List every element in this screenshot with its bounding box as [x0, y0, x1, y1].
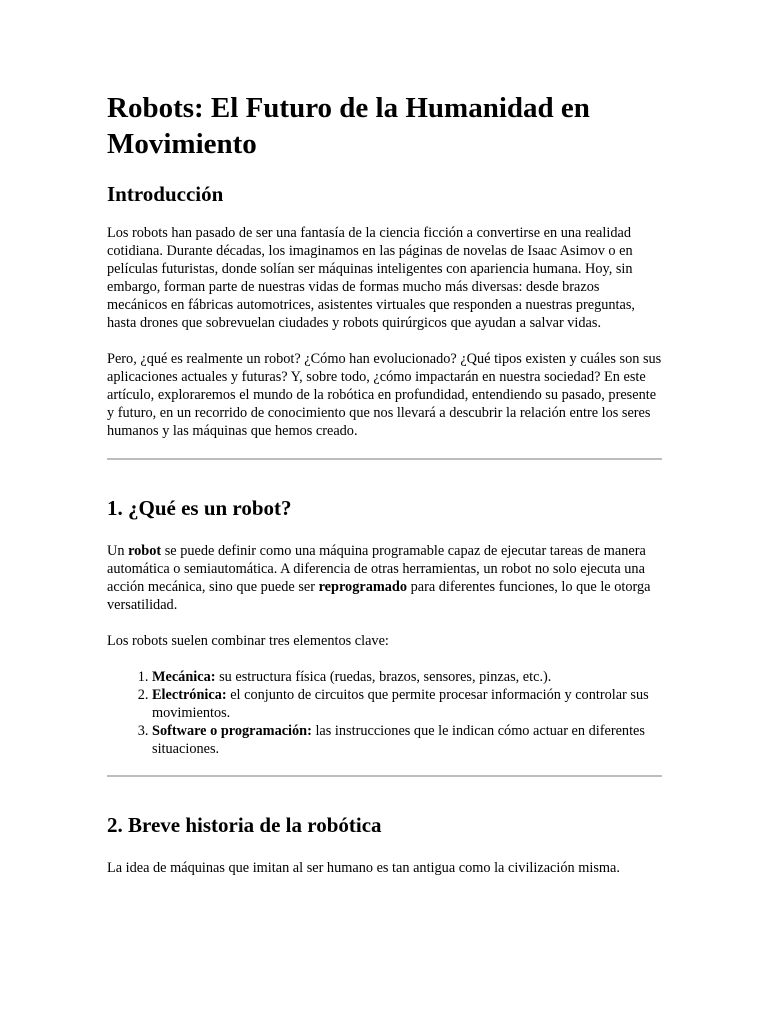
section-1-heading: 1. ¿Qué es un robot? — [107, 496, 292, 520]
list-item — [152, 686, 662, 722]
list-item-text: su estructura física (ruedas, brazos, sensores, pinzas, etc.). — [215, 669, 552, 685]
document-page — [107, 90, 662, 895]
section-2-paragraph-1: La idea de máquinas que imitan al ser humano es tan antigua como la civilización misma. — [107, 860, 620, 876]
text-span: se puede definir como una máquina programable capaz de ejecutar tareas de manera automática o semiautomática. A diferencia de otras herramientas, un robot no solo ejecuta una acción mecánica, sino que puede ser — [107, 543, 646, 595]
section-1-paragraph-2: Los robots suelen combinar tres elementos clave: — [107, 633, 389, 649]
text-span: para diferentes funciones, lo que le otorga versatilidad. — [107, 579, 651, 613]
intro-paragraph-1: Los robots han pasado de ser una fantasía de la ciencia ficción a convertirse en una realidad cotidiana. Durante décadas, los imaginamos en las páginas de novelas de Isaac Asimov o en películas futuristas, donde solían ser máquinas inteligentes con apariencia humana. Hoy, sin embargo, forman parte de nuestras vidas de formas mucho más diversas: desde brazos mecánicos en fábricas automotrices, asistentes virtuales que responden a nuestras preguntas, hasta drones que sobrevuelan ciudades y robots quirúrgicos que ayudan a salvar vidas. — [107, 225, 636, 331]
bold-term-reprogramado: reprogramado — [318, 579, 407, 595]
list-item-term: Software o programación: — [152, 723, 312, 739]
list-item-term: Electrónica: — [152, 687, 227, 703]
bold-term-robot: robot — [128, 543, 162, 559]
key-elements-list — [107, 668, 662, 758]
list-item-text: las instrucciones que le indican cómo actuar en diferentes situaciones. — [152, 723, 645, 757]
list-item-term: Mecánica: — [152, 669, 216, 685]
section-1-paragraph-1 — [107, 542, 662, 614]
list-item — [152, 668, 662, 686]
intro-heading: Introducción — [107, 182, 224, 206]
list-item-text: el conjunto de circuitos que permite procesar información y controlar sus movimientos. — [152, 687, 649, 721]
section-2-heading: 2. Breve historia de la robótica — [107, 813, 382, 837]
intro-paragraph-2: Pero, ¿qué es realmente un robot? ¿Cómo han evolucionado? ¿Qué tipos existen y cuáles son sus aplicaciones actuales y futuras? Y, sobre todo, ¿cómo impactarán en nuestra sociedad? En este artículo, exploraremos el mundo de la robótica en profundidad, entendiendo su pasado, presente y futuro, en un recorrido de conocimiento que nos llevará a descubrir la relación entre los seres humanos y las máquinas que hemos creado. — [107, 351, 662, 439]
section-divider-2 — [107, 775, 662, 777]
section-divider-1 — [107, 458, 662, 460]
list-item — [152, 722, 662, 758]
text-span: Un — [107, 543, 129, 559]
document-title: Robots: El Futuro de la Humanidad en Movimiento — [107, 92, 590, 160]
